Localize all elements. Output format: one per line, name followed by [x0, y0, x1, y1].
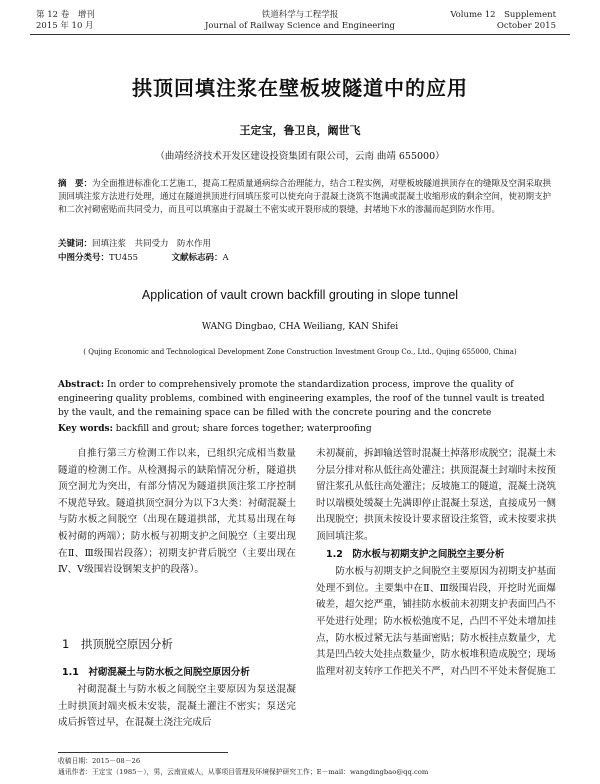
header-journal-en: Journal of Railway Science and Engineering — [205, 21, 395, 31]
section-1-1-paragraph: 衬砌混凝土与防水板之间脱空主要原因为泵送混凝土时拱顶封端夹板未安装，混凝土灌注不密实；泵送完成后拆管过早，在混凝土浇注完成后 — [58, 684, 296, 729]
keywords-en — [58, 422, 558, 436]
affiliation-en: ( Qujing Economic and Technological Development Zone Construction Investment Group Co., Ltd., Qujing 655000, China) — [83, 348, 517, 356]
section-1-1-body — [58, 682, 296, 732]
header-vol-cn: 第 12 卷 增刊 — [36, 10, 95, 20]
abstract-en — [58, 378, 558, 420]
keywords-cn — [58, 238, 558, 250]
section-1-1-heading: 1.1 衬砌混凝土与防水板之间脱空原因分析 — [62, 667, 250, 678]
keywords-en-text: backfill and grout; share forces together; waterproofing — [115, 424, 372, 434]
abstract-cn-label: 摘 要： — [58, 179, 93, 189]
authors-cn: 王定宝，鲁卫良，阚世飞 — [239, 124, 361, 137]
footnote-rule — [58, 752, 228, 753]
header-journal — [180, 10, 420, 32]
intro-paragraph: 自推行第三方检测工作以来，已组织完成相当数量隧道的检测工作。从检测揭示的缺陷情况分析，隧道拱顶空洞尤为突出，有部分情况为隧道拱顶注浆工序控制不规范导致。隧道拱顶空洞分为以下3大类：衬砌混凝土与防水板之间脱空（出现在隧道拱部，尤其易出现在每板衬砌的两端）；防水板与初期支护之间脱空（主要出现在Ⅱ、Ⅲ级围岩段落）；初期支护背后脱空（主要出现在Ⅳ、Ⅴ级围岩设钢架支护的段落）。 — [58, 448, 296, 576]
header-rule — [30, 34, 570, 35]
classification-cn — [58, 252, 558, 264]
body-left-column — [58, 446, 296, 579]
header-volume-cn — [36, 10, 95, 32]
keywords-en-label: Key words: — [58, 424, 113, 434]
class-label: 中图分类号： — [58, 253, 110, 263]
abstract-en-text: In order to comprehensively promote the standardization process, improve the quality of engineering quality problems, combined with engineering examples, the roof of the tunnel vault is treated by the vault, and the remaining space can be filled with the concrete pouring and the concrete — [58, 380, 545, 418]
authors-en: WANG Dingbao, CHA Weiliang, KAN Shifei — [201, 322, 399, 332]
header-vol-en: Volume 12 Supplement — [450, 10, 556, 20]
keywords-cn-label: 关键词： — [58, 239, 93, 249]
affiliation-cn: （曲靖经济技术开发区建设投资集团有限公司，云南 曲靖 655000） — [155, 151, 445, 162]
header-volume-en — [450, 10, 556, 32]
abstract-cn-text: 为全面推进标准化工艺施工，提高工程质量通病综合治理能力，结合工程实例，对壁板坡隧道拱顶存在的缝隙及空洞采取拱顶回填注浆方法进行处理，通过在隧道拱顶进行回填压浆可以使充向于混凝土浇筑不饱满或混凝土收缩形成的剩余空间，使初期支护和二次衬砌密贴而共同受力，而且可以填塞由于混凝土不密实或开裂形成的裂缝，封堵地下水的渗漏而起到防水作用。 — [58, 179, 552, 215]
paper-title-cn: 拱顶回填注浆在壁板坡隧道中的应用 — [132, 76, 468, 100]
body-right-column — [316, 446, 556, 680]
right-paragraph-2: 防水板与初期支护之间脱空主要原因为初期支护基面处理不到位。主要集中在Ⅱ、Ⅲ级围岩段，开挖时光面爆破差，超欠挖严重，铺挂防水板前未初期支护表面凹凸不平处进行处理；防水板松弛度不足，凸凹不平处未增加挂点，防水板过紧无法与基面密贴；防水板挂点数量少，尤其是凹凸较大处挂点数量少，防水板堆积造成脱空；现场监理对初支转序工作把关不严，对凸凹不平处未督促施工 — [316, 566, 556, 677]
abstract-en-label: Abstract: — [58, 380, 105, 390]
footnote-author: 通讯作者：王定宝（1985－），男，云南宣威人，从事项目管理及环境保护研究工作；E－mail：wangdingbao@qq.com — [58, 768, 429, 776]
right-paragraph-1: 未初凝前，拆卸输送管时混凝土掉落形成脱空；混凝土未分层分排对称从低往高处灌注；拱顶混凝土封端时未按预留注浆孔从低往高处灌注；反坡施工的隧道，混凝土浇筑时以端模处缓凝土先满即停止混凝土泵送，直接成另一侧出现脱空；拱顶未按设计要求留设注浆管，或未按要求拱顶回填注浆。 — [316, 448, 556, 542]
header-date-en: October 2015 — [496, 21, 556, 31]
keywords-cn-text: 回填注浆 共同受力 防水作用 — [92, 239, 212, 249]
doc-code-label: 文献标志码： — [171, 253, 223, 263]
paper-title-en: Application of vault crown backfill grouting in slope tunnel — [141, 288, 459, 302]
abstract-cn — [58, 178, 558, 217]
header-journal-cn: 铁道科学与工程学报 — [261, 10, 339, 20]
footnote-received: 收稿日期：2015－08－26 — [58, 757, 141, 765]
class-value: TU455 — [109, 253, 139, 263]
doc-code-value: A — [222, 253, 229, 263]
section-1-2-heading: 1.2 防水板与初期支护之间脱空主要分析 — [326, 548, 505, 560]
header-date-cn: 2015 年 10 月 — [36, 21, 94, 31]
section-1-heading: 1 拱顶脱空原因分析 — [62, 637, 173, 651]
